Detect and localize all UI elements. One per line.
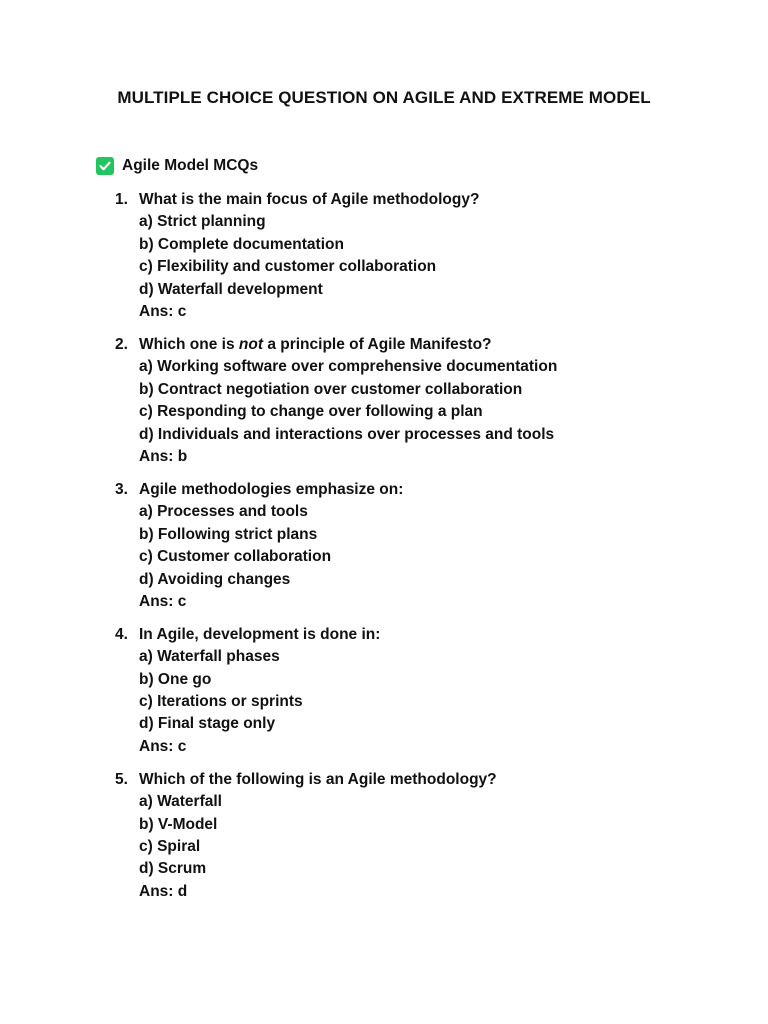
option-a: a) Strict planning [139, 213, 266, 231]
answer-text: Ans: d [139, 882, 188, 900]
question-number: 2. [115, 335, 128, 353]
option-d: d) Avoiding changes [139, 570, 291, 588]
question-item [115, 189, 735, 323]
option-c: c) Customer collaboration [139, 548, 332, 566]
check-box-icon [96, 157, 114, 175]
option-c: c) Responding to change over following a plan [139, 403, 483, 421]
question-list [115, 189, 735, 914]
question-text [139, 334, 492, 356]
option-b: b) Complete documentation [139, 235, 344, 253]
question-number: 5. [115, 770, 128, 788]
option-b: b) V-Model [139, 815, 218, 833]
option-d: d) Waterfall development [139, 280, 323, 298]
option-a: a) Working software over comprehensive documentation [139, 358, 558, 376]
document-title: MULTIPLE CHOICE QUESTION ON AGILE AND EXTREME MODEL [117, 88, 651, 107]
option-b: b) Following strict plans [139, 525, 318, 543]
section-heading [96, 157, 258, 175]
question-text-end: a principle of Agile Manifesto? [263, 335, 492, 353]
option-a: a) Processes and tools [139, 503, 308, 521]
option-c: c) Flexibility and customer collaboration [139, 258, 437, 276]
question-text: What is the main focus of Agile methodology? [139, 191, 480, 208]
question-item [115, 334, 735, 468]
question-text: Which of the following is an Agile methodology? [139, 770, 497, 788]
question-text-emphasis: not [238, 335, 264, 353]
question-number: 1. [115, 191, 128, 208]
question-item [115, 624, 735, 758]
option-b: b) Contract negotiation over customer collaboration [139, 380, 523, 398]
answer-text: Ans: c [139, 737, 187, 755]
question-text-start: Which one is [139, 335, 239, 353]
answer-text: Ans: c [139, 592, 187, 610]
question-text: In Agile, development is done in: [139, 625, 381, 643]
question-number: 3. [115, 480, 128, 498]
option-d: d) Scrum [139, 860, 207, 878]
section-heading-text: Agile Model MCQs [122, 157, 259, 174]
option-a: a) Waterfall phases [139, 648, 280, 666]
answer-text: Ans: b [139, 447, 188, 465]
option-d: d) Final stage only [139, 715, 276, 733]
question-item [115, 479, 735, 613]
option-a: a) Waterfall [139, 793, 222, 811]
option-c: c) Iterations or sprints [139, 693, 303, 711]
option-d: d) Individuals and interactions over processes and tools [139, 425, 555, 443]
option-c: c) Spiral [139, 837, 201, 855]
option-b: b) One go [139, 670, 212, 688]
answer-text: Ans: c [139, 303, 187, 321]
question-item [115, 769, 735, 903]
question-number: 4. [115, 625, 128, 643]
question-text: Agile methodologies emphasize on: [139, 480, 404, 498]
